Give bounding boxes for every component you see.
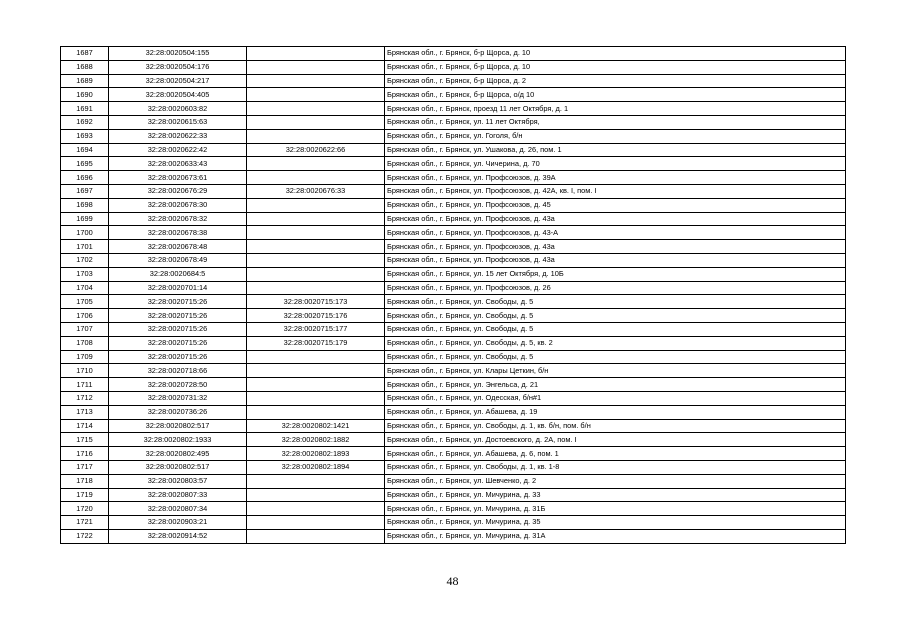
related-cadastral-number-cell: 32:28:0020715:177: [247, 322, 385, 336]
related-cadastral-number-cell: [247, 502, 385, 516]
row-number-cell: 1717: [61, 460, 109, 474]
address-cell: Брянская обл., г. Брянск, ул. Профсоюзов, д. 45: [385, 198, 846, 212]
related-cadastral-number-cell: [247, 240, 385, 254]
row-number-cell: 1702: [61, 253, 109, 267]
address-cell: Брянская обл., г. Брянск, ул. Шевченко, д. 2: [385, 474, 846, 488]
related-cadastral-number-cell: [247, 102, 385, 116]
cadastral-number-cell: 32:28:0020715:26: [109, 336, 247, 350]
row-number-cell: 1688: [61, 60, 109, 74]
address-cell: Брянская обл., г. Брянск, ул. Чичерина, д. 70: [385, 157, 846, 171]
table-row: [61, 157, 846, 171]
cadastral-number-cell: 32:28:0020603:82: [109, 102, 247, 116]
row-number-cell: 1687: [61, 47, 109, 61]
cadastral-number-cell: 32:28:0020504:217: [109, 74, 247, 88]
row-number-cell: 1697: [61, 184, 109, 198]
table-row: [61, 226, 846, 240]
table-row: [61, 419, 846, 433]
address-cell: Брянская обл., г. Брянск, ул. Мичурина, д. 33: [385, 488, 846, 502]
cadastral-number-cell: 32:28:0020678:38: [109, 226, 247, 240]
cadastral-number-cell: 32:28:0020715:26: [109, 309, 247, 323]
cadastral-number-cell: 32:28:0020807:33: [109, 488, 247, 502]
row-number-cell: 1712: [61, 391, 109, 405]
row-number-cell: 1705: [61, 295, 109, 309]
table-row: [61, 336, 846, 350]
row-number-cell: 1694: [61, 143, 109, 157]
row-number-cell: 1710: [61, 364, 109, 378]
row-number-cell: 1718: [61, 474, 109, 488]
row-number-cell: 1695: [61, 157, 109, 171]
related-cadastral-number-cell: [247, 226, 385, 240]
table-row: [61, 350, 846, 364]
cadastral-number-cell: 32:28:0020504:176: [109, 60, 247, 74]
address-cell: Брянская обл., г. Брянск, ул. Мичурина, д. 31А: [385, 529, 846, 543]
row-number-cell: 1719: [61, 488, 109, 502]
related-cadastral-number-cell: [247, 212, 385, 226]
table-row: [61, 240, 846, 254]
address-cell: Брянская обл., г. Брянск, ул. Ушакова, д. 26, пом. 1: [385, 143, 846, 157]
row-number-cell: 1709: [61, 350, 109, 364]
address-cell: Брянская обл., г. Брянск, ул. Гоголя, б/н: [385, 129, 846, 143]
cadastral-number-cell: 32:28:0020731:32: [109, 391, 247, 405]
row-number-cell: 1700: [61, 226, 109, 240]
table-row: [61, 391, 846, 405]
table-row: [61, 364, 846, 378]
address-cell: Брянская обл., г. Брянск, ул. Достоевского, д. 2А, пом. I: [385, 433, 846, 447]
address-cell: Брянская обл., г. Брянск, ул. Профсоюзов, д. 43а: [385, 253, 846, 267]
related-cadastral-number-cell: [247, 350, 385, 364]
related-cadastral-number-cell: 32:28:0020802:1882: [247, 433, 385, 447]
address-cell: Брянская обл., г. Брянск, б-р Щорса, д. 2: [385, 74, 846, 88]
row-number-cell: 1699: [61, 212, 109, 226]
related-cadastral-number-cell: [247, 47, 385, 61]
row-number-cell: 1690: [61, 88, 109, 102]
cadastral-number-cell: 32:28:0020678:30: [109, 198, 247, 212]
related-cadastral-number-cell: 32:28:0020802:1894: [247, 460, 385, 474]
row-number-cell: 1716: [61, 447, 109, 461]
cadastral-number-cell: 32:28:0020701:14: [109, 281, 247, 295]
cadastral-number-cell: 32:28:0020715:26: [109, 350, 247, 364]
cadastral-number-cell: 32:28:0020673:61: [109, 171, 247, 185]
table-row: [61, 433, 846, 447]
table-row: [61, 281, 846, 295]
table-row: [61, 60, 846, 74]
related-cadastral-number-cell: 32:28:0020802:1893: [247, 447, 385, 461]
address-cell: Брянская обл., г. Брянск, ул. Профсоюзов, д. 39А: [385, 171, 846, 185]
page-number: 48: [446, 574, 459, 588]
address-cell: Брянская обл., г. Брянск, ул. 11 лет Октября,: [385, 115, 846, 129]
table-row: [61, 143, 846, 157]
related-cadastral-number-cell: 32:28:0020802:1421: [247, 419, 385, 433]
table-row: [61, 253, 846, 267]
table-row: [61, 502, 846, 516]
row-number-cell: 1708: [61, 336, 109, 350]
cadastral-number-cell: 32:28:0020807:34: [109, 502, 247, 516]
cadastral-number-cell: 32:28:0020736:26: [109, 405, 247, 419]
related-cadastral-number-cell: 32:28:0020715:176: [247, 309, 385, 323]
related-cadastral-number-cell: [247, 405, 385, 419]
row-number-cell: 1701: [61, 240, 109, 254]
table-row: [61, 295, 846, 309]
cadastral-number-cell: 32:28:0020903:21: [109, 516, 247, 530]
row-number-cell: 1692: [61, 115, 109, 129]
row-number-cell: 1693: [61, 129, 109, 143]
row-number-cell: 1720: [61, 502, 109, 516]
table-row: [61, 47, 846, 61]
table-row: [61, 74, 846, 88]
table-row: [61, 488, 846, 502]
table-row: [61, 529, 846, 543]
table-row: [61, 267, 846, 281]
address-cell: Брянская обл., г. Брянск, ул. Свободы, д. 1, кв. 1-8: [385, 460, 846, 474]
table-row: [61, 322, 846, 336]
cadastral-number-cell: 32:28:0020802:495: [109, 447, 247, 461]
address-cell: Брянская обл., г. Брянск, ул. Абашева, д. 19: [385, 405, 846, 419]
table-row: [61, 405, 846, 419]
address-cell: Брянская обл., г. Брянск, проезд 11 лет Октября, д. 1: [385, 102, 846, 116]
cadastral-number-cell: 32:28:0020622:33: [109, 129, 247, 143]
table-row: [61, 516, 846, 530]
cadastral-number-cell: 32:28:0020914:52: [109, 529, 247, 543]
address-cell: Брянская обл., г. Брянск, ул. Мичурина, д. 35: [385, 516, 846, 530]
address-cell: Брянская обл., г. Брянск, ул. Профсоюзов, д. 43-А: [385, 226, 846, 240]
table-body: [61, 47, 846, 544]
related-cadastral-number-cell: [247, 157, 385, 171]
table-row: [61, 198, 846, 212]
related-cadastral-number-cell: [247, 253, 385, 267]
table-row: [61, 115, 846, 129]
cadastral-number-cell: 32:28:0020676:29: [109, 184, 247, 198]
address-cell: Брянская обл., г. Брянск, ул. Свободы, д. 1, кв. б/н, пом. б/н: [385, 419, 846, 433]
related-cadastral-number-cell: [247, 364, 385, 378]
address-cell: Брянская обл., г. Брянск, ул. Свободы, д. 5: [385, 350, 846, 364]
address-cell: Брянская обл., г. Брянск, ул. Свободы, д. 5, кв. 2: [385, 336, 846, 350]
address-cell: Брянская обл., г. Брянск, ул. Абашева, д. 6, пом. 1: [385, 447, 846, 461]
related-cadastral-number-cell: 32:28:0020622:66: [247, 143, 385, 157]
row-number-cell: 1721: [61, 516, 109, 530]
address-cell: Брянская обл., г. Брянск, ул. Свободы, д. 5: [385, 322, 846, 336]
related-cadastral-number-cell: [247, 391, 385, 405]
cadastral-registry-table: [60, 46, 846, 544]
row-number-cell: 1703: [61, 267, 109, 281]
address-cell: Брянская обл., г. Брянск, б-р Щорса, д. 10: [385, 60, 846, 74]
related-cadastral-number-cell: 32:28:0020676:33: [247, 184, 385, 198]
cadastral-number-cell: 32:28:0020615:63: [109, 115, 247, 129]
address-cell: Брянская обл., г. Брянск, ул. Энгельса, д. 21: [385, 378, 846, 392]
table-row: [61, 474, 846, 488]
row-number-cell: 1715: [61, 433, 109, 447]
related-cadastral-number-cell: [247, 129, 385, 143]
address-cell: Брянская обл., г. Брянск, ул. Профсоюзов, д. 43а: [385, 212, 846, 226]
address-cell: Брянская обл., г. Брянск, ул. Профсоюзов, д. 26: [385, 281, 846, 295]
address-cell: Брянская обл., г. Брянск, ул. Профсоюзов, д. 43а: [385, 240, 846, 254]
row-number-cell: 1696: [61, 171, 109, 185]
related-cadastral-number-cell: [247, 198, 385, 212]
related-cadastral-number-cell: [247, 474, 385, 488]
cadastral-number-cell: 32:28:0020633:43: [109, 157, 247, 171]
address-cell: Брянская обл., г. Брянск, ул. Одесская, б/н#1: [385, 391, 846, 405]
table-row: [61, 102, 846, 116]
table-row: [61, 309, 846, 323]
cadastral-number-cell: 32:28:0020718:66: [109, 364, 247, 378]
cadastral-number-cell: 32:28:0020504:155: [109, 47, 247, 61]
row-number-cell: 1707: [61, 322, 109, 336]
related-cadastral-number-cell: [247, 60, 385, 74]
address-cell: Брянская обл., г. Брянск, ул. Клары Цеткин, б/н: [385, 364, 846, 378]
cadastral-number-cell: 32:28:0020678:49: [109, 253, 247, 267]
table-row: [61, 447, 846, 461]
cadastral-number-cell: 32:28:0020803:57: [109, 474, 247, 488]
related-cadastral-number-cell: [247, 378, 385, 392]
related-cadastral-number-cell: [247, 115, 385, 129]
cadastral-number-cell: 32:28:0020715:26: [109, 322, 247, 336]
related-cadastral-number-cell: [247, 529, 385, 543]
cadastral-number-cell: 32:28:0020678:32: [109, 212, 247, 226]
related-cadastral-number-cell: [247, 171, 385, 185]
row-number-cell: 1714: [61, 419, 109, 433]
cadastral-number-cell: 32:28:0020728:50: [109, 378, 247, 392]
row-number-cell: 1711: [61, 378, 109, 392]
related-cadastral-number-cell: [247, 488, 385, 502]
table-row: [61, 460, 846, 474]
related-cadastral-number-cell: 32:28:0020715:173: [247, 295, 385, 309]
address-cell: Брянская обл., г. Брянск, б-р Щорса, о/д 10: [385, 88, 846, 102]
address-cell: Брянская обл., г. Брянск, ул. Свободы, д. 5: [385, 295, 846, 309]
table-row: [61, 129, 846, 143]
table-row: [61, 88, 846, 102]
cadastral-number-cell: 32:28:0020504:405: [109, 88, 247, 102]
table-row: [61, 171, 846, 185]
row-number-cell: 1704: [61, 281, 109, 295]
row-number-cell: 1722: [61, 529, 109, 543]
related-cadastral-number-cell: [247, 88, 385, 102]
cadastral-number-cell: 32:28:0020684:5: [109, 267, 247, 281]
row-number-cell: 1689: [61, 74, 109, 88]
address-cell: Брянская обл., г. Брянск, ул. Мичурина, д. 31Б: [385, 502, 846, 516]
cadastral-number-cell: 32:28:0020715:26: [109, 295, 247, 309]
table-row: [61, 184, 846, 198]
related-cadastral-number-cell: [247, 267, 385, 281]
row-number-cell: 1706: [61, 309, 109, 323]
cadastral-number-cell: 32:28:0020802:1933: [109, 433, 247, 447]
table-row: [61, 378, 846, 392]
row-number-cell: 1698: [61, 198, 109, 212]
cadastral-number-cell: 32:28:0020802:517: [109, 460, 247, 474]
row-number-cell: 1713: [61, 405, 109, 419]
cadastral-number-cell: 32:28:0020678:48: [109, 240, 247, 254]
cadastral-number-cell: 32:28:0020622:42: [109, 143, 247, 157]
related-cadastral-number-cell: 32:28:0020715:179: [247, 336, 385, 350]
table-row: [61, 212, 846, 226]
related-cadastral-number-cell: [247, 281, 385, 295]
row-number-cell: 1691: [61, 102, 109, 116]
address-cell: Брянская обл., г. Брянск, ул. Свободы, д. 5: [385, 309, 846, 323]
cadastral-number-cell: 32:28:0020802:517: [109, 419, 247, 433]
address-cell: Брянская обл., г. Брянск, б-р Щорса, д. 10: [385, 47, 846, 61]
related-cadastral-number-cell: [247, 516, 385, 530]
address-cell: Брянская обл., г. Брянск, ул. 15 лет Октября, д. 10Б: [385, 267, 846, 281]
related-cadastral-number-cell: [247, 74, 385, 88]
address-cell: Брянская обл., г. Брянск, ул. Профсоюзов, д. 42А, кв. I, пом. I: [385, 184, 846, 198]
